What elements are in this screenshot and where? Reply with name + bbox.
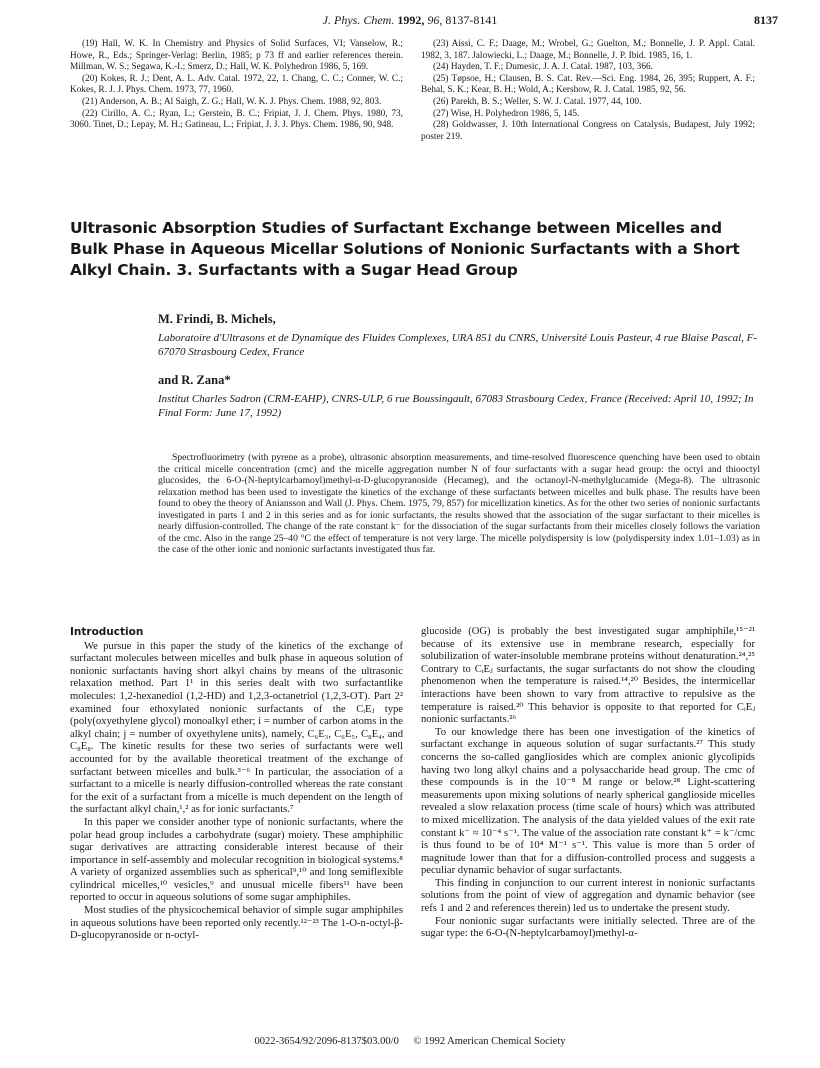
- reference-item: (25) Tøpsoe, H.; Clausen, B. S. Cat. Rev.—Sci. Eng. 1984, 26, 395; Ruppert, A. F.; Behal, S. K.; Kear, B. H.; Wold, A.; Kershow, R. J. Catal. 1985, 92, 56.: [421, 73, 755, 96]
- running-head-citation: [70, 12, 750, 28]
- authors-group-1: M. Frindi, B. Michels,: [158, 312, 276, 326]
- article-title: Ultrasonic Absorption Studies of Surfactant Exchange between Micelles and Bulk Phase in Aqueous Micellar Solutions of Nonionic Surfactants with a Short Alkyl Chain. 3. Surfactants with a Sugar Head Group: [70, 219, 740, 279]
- running-head: [70, 12, 778, 28]
- references-right-column: [421, 39, 755, 143]
- journal-pages: 8137-8141: [445, 13, 498, 27]
- body-paragraph: Four nonionic sugar surfactants were initially selected. Three are of the sugar type: the 6-O-(N-heptylcarbamoyl)methyl-α-: [421, 915, 755, 940]
- page-number: 8137: [754, 13, 778, 27]
- journal-name: J. Phys. Chem.: [322, 13, 395, 27]
- copyright-notice: © 1992 American Chemical Society: [413, 1036, 566, 1047]
- reference-item: (20) Kokes, R. J.; Dent, A. L. Adv. Catal. 1972, 22, 1. Chang, C. C.; Conner, W. C.; Kokes, R. J. J. Phys. Chem. 1973, 77, 1960.: [70, 73, 403, 96]
- authors-group-2: and R. Zana*: [158, 373, 231, 387]
- affiliation-1: Laboratoire d'Ultrasons et de Dynamique des Fluides Complexes, URA 851 du CNRS, Université Louis Pasteur, 4 rue Blaise Pascal, F-67070 Strasbourg Cedex, France: [158, 332, 758, 358]
- reference-item: (23) Aissi, C. F.; Daage, M.; Wrobel, G.; Guelton, M.; Bonnelle, J. P. Appl. Catal. 1982, 3, 187. Jalowiecki, L.; Daage, M.; Bonnelle, J. P. Ibid. 1985, 16, 1.: [421, 39, 755, 61]
- reference-item: (26) Parekh, B. S.; Weller, S. W. J. Catal. 1977, 44, 100.: [433, 96, 642, 107]
- references-left-column: [70, 39, 403, 132]
- reference-item: (19) Hall, W. K. In Chemistry and Physics of Solid Surfaces, VI; Vanselow, R.; Howe, R., Eds.; Springer-Verlag: Berlin, 1985; p 73 ff and earlier references therein. Millman, W. S.; Segawa, K.-I.; Smerz, D.; Hall, W. K. Polyhedron 1986, 5, 169.: [70, 39, 403, 73]
- page-footer: [0, 1036, 820, 1047]
- body-paragraph: To our knowledge there has been one investigation of the kinetics of surfactant exchange in aqueous solution of sugar surfactants.²⁷ This study concerns the so-called gangliosides which are complex anionic glycolipids having two long alkyl chains and a polysaccharide head group. The cmc of these compounds is in the 10⁻⁸ M range or below.²⁸ Light-scattering measurements upon mixing solutions of nearly spherical ganglioside micelles revealed a slow relaxation process (time scale of hours) which was attributed to mixed micellization. The analysis of the data yielded values of the exit rate constant k⁻ ≈ 10⁻⁴ s⁻¹. The value of the association rate constant k⁺ = k⁻/cmc is thus found to be of 10⁴ M⁻¹ s⁻¹. This value is more than 5 order of magnitude lower than that for a diffusion-controlled process and suggests a peculiar dynamic behavior of sugar surfactants.: [421, 726, 755, 877]
- reference-item: (28) Goldwasser, J. 10th International Congress on Catalysis, Budapest, July 1992; poster 219.: [421, 120, 755, 142]
- affiliation-2: Institut Charles Sadron (CRM-EAHP), CNRS-ULP, 6 rue Boussingault, 67083 Strasbourg Cedex, France (Received: April 10, 1992; In Final Form: June 17, 1992): [158, 393, 754, 419]
- body-paragraph: This finding in conjunction to our current interest in nonionic surfactants solutions from the point of view of aggregation and dynamic behavior (see refs 1 and 2 and references therein) led us to undertake the present study.: [421, 877, 755, 915]
- section-heading-introduction: Introduction: [70, 626, 144, 638]
- body-paragraph: glucoside (OG) is probably the best investigated sugar amphiphile,¹⁵⁻²¹ because of its extensive use in membrane research, especially for solubilization of water-insoluble membrane proteins without denaturation.²⁴,²⁵ Contrary to CᵢEⱼ surfactants, the sugar surfactants do not show the clouding phenomenon when the temperature is raised.¹⁴,²⁰ Besides, the intermicellar interactions have been shown to vary from attractive to repulsive as the temperature is raised.²⁰ This behavior is opposite to that reported for CᵢEⱼ nonionic surfactants.²⁶: [421, 626, 755, 726]
- article-code: 0022-3654/92/2096-8137$03.00/0: [254, 1036, 399, 1047]
- abstract: Spectrofluorimetry (with pyrene as a probe), ultrasonic absorption measurements, and time-resolved fluorescence quenching have been used to obtain the critical micelle concentration (cmc) and the micelle aggregation number N of four surfactants with a sugar head group: the octyl and thiooctyl glucosides, the 6-O-(N-heptylcarbamoyl)methyl-α-D-glucopyranoside (Hecameg), and the octanoyl-N-methylglucamide (Mega-8). The ultrasonic relaxation method has been used to investigate the kinetics of the exchange of these surfactants between micelles and bulk phase. The results have been found to obey the theory of Aniansson and Wall (J. Phys. Chem. 1975, 79, 857) for micellization kinetics. As for the other two series of nonionic surfactants investigated in parts 1 and 2 in this series and as for ionic surfactants, the results showed that the association of the sugar surfactant to their micelles is nearly diffusion-controlled. The change of the rate constant k⁻ for the dissociation of the sugar surfactants from their micelles closely follows the variation of the cmc. Also in the range 25–40 °C the effect of temperature is not very large. The micelle polydispersity is low (polydispersity index 1.01–1.03) as in the case of the other ionic and nonionic surfactants investigated thus far.: [158, 452, 760, 555]
- reference-item: (24) Hayden, T. F.; Dumesic, J. A. J. Catal. 1987, 103, 366.: [433, 62, 653, 73]
- body-left-column: [70, 626, 403, 943]
- body-paragraph: Most studies of the physicochemical behavior of simple sugar amphiphiles in aqueous solutions have been reported only recently.¹²⁻²³ The 1-O-n-octyl-β-D-glucopyranoside or n-octyl-: [70, 905, 403, 942]
- body-paragraph: We pursue in this paper the study of the kinetics of the exchange of surfactant molecules between micelles and bulk phase in aqueous solution of nonionic surfactants having short alkyl chains by means of the ultrasonic relaxation method. Part 1¹ in this series dealt with two surfactantlike molecules: 1,2-hexanediol (1,2-HD) and 1,2,3-octanetriol (1,2,3-OT). Part 2² examined four ethoxylated nonionic surfactants of the CᵢEⱼ type (poly(oxyethylene glycol) monoalkyl ether; i = number of carbon atoms in the alkyl chain; j = number of oxyethylene units), namely, C₆E₃, C₆E₅, C₈E₄, and C₈E₈. The kinetic results for these two series of surfactants were well accounted for by the available theoretical treatment of the exchange of surfactant between micelles and bulk.³⁻⁶ In particular, the association of a surfactant to a micelle is nearly diffusion-controlled whereas the rate constant for the exit of a surfactant from a micelle is much dependent on the length of the surfactant alkyl chain,¹,² as for ionic surfactants.⁷: [70, 640, 403, 816]
- body-right-column: [421, 626, 755, 941]
- journal-volume: 96,: [427, 13, 443, 27]
- journal-year: 1992,: [397, 13, 425, 27]
- reference-item: (22) Cirillo, A. C.; Ryan, L.; Gerstein, B. C.; Fripiat, J. J. Chem. Phys. 1980, 73, 3060. Tinet, D.; Lepay, M. H.; Gatineau, L.; Fripiat, J. J. J. Phys. Chem. 1986, 90, 948.: [70, 108, 403, 131]
- body-paragraph: In this paper we consider another type of nonionic surfactants, where the polar head group includes a carbohydrate (sugar) moiety. These amphiphilic sugar derivatives are attracting considerable interest because of their importance in self-assembly and molecular recognition in biological systems.⁸ A variety of organized assemblies such as spherical⁹,¹⁰ and long semiflexible cylindrical micelles,¹⁰ vesicles,⁹ and unusual micelle fibers¹¹ have been reported to occur in aqueous solutions of some sugar amphiphiles.: [70, 816, 403, 904]
- reference-item: (21) Anderson, A. B.; Al Saigh, Z. G.; Hall, W. K. J. Phys. Chem. 1988, 92, 803.: [82, 96, 382, 107]
- reference-item: (27) Wise, H. Polyhedron 1986, 5, 145.: [433, 108, 580, 119]
